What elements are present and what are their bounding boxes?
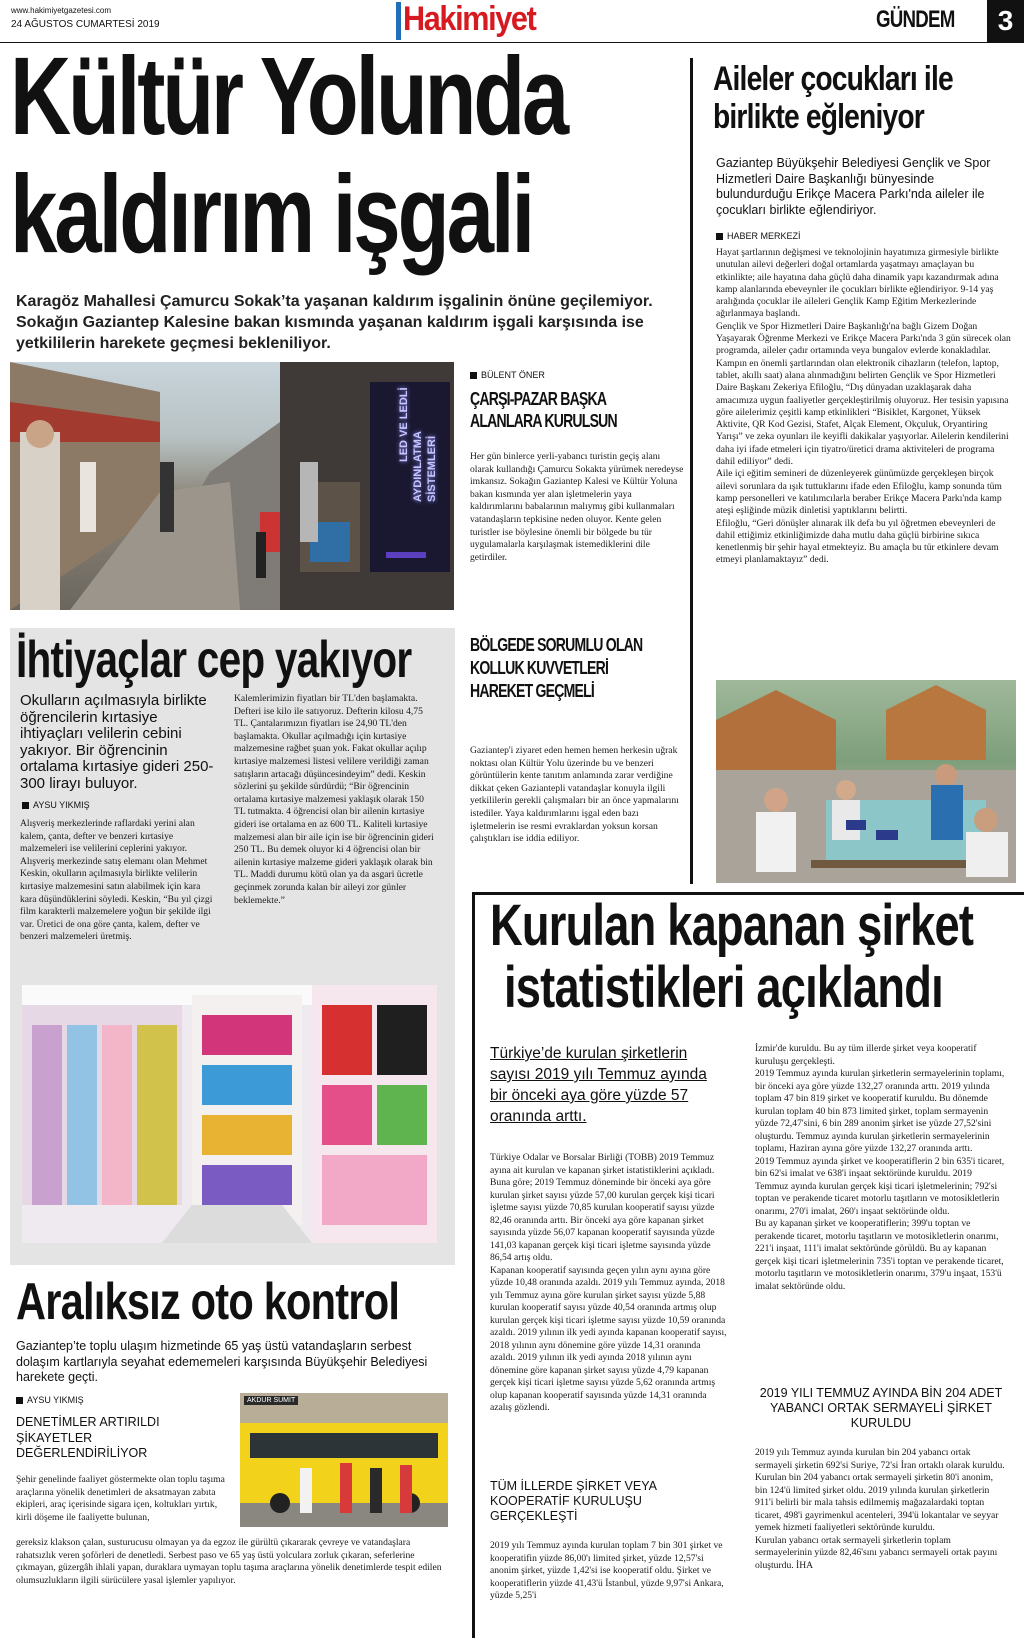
website-url: www.hakimiyetgazetesi.com [11,6,112,15]
company-paragraph: Bu ay kapanan şirket ve kooperatiflerin; 399'u toptan ve perakende ticaret, motorlu taşıtların ve motosikletlerin onarımı, 221'i inşaat, 111'i imalat sektöründe görüldü. Bu ay kapanan gerçek kişi ticari işletmelerinin 735'i toptan ve perakende ticaret, motorlu taşıtların ve motosikletlerin onarımı, 379'u inşaat, 153'ü imalat sektöründe oldu. [755,1218,1004,1292]
traffic-byline [16,1395,84,1405]
company-paragraph: İzmir'de kuruldu. Bu ay tüm illerde şirket veya kooperatif kuruluşu gerçekleşti. [755,1043,977,1067]
byline-square-icon [470,372,477,379]
family-photo-art [716,680,1016,883]
company-col2-end [755,1447,1007,1572]
family-body [716,247,1014,567]
street-photo-art [10,362,454,610]
family-paragraph: Gençlik ve Spor Hizmetleri Daire Başkanlığı'na bağlı Gizem Doğan Yaşayarak Öğrenme Merkezi ve Erikçe Macera Parkı'nda 3 gün sürecek olan programda, aileler çadır ortamında veya bungalov evlerde konakladılar. [716,320,1011,357]
issue-date: 24 AĞUSTOS CUMARTESİ 2019 [11,19,160,30]
company-col1 [490,1152,728,1415]
family-headline: Aileler çocukları ile birlikte eğleniyor [713,60,953,136]
stationery-headline: İhtiyaçlar cep yakıyor [16,631,412,689]
page-number: 3 [987,0,1024,42]
section-label: GÜNDEM [876,6,955,33]
traffic-paragraph-bottom: gereksiz klakson çalan, susturucusu olmayan ya da egzoz ile gürültü çıkararak çevreye ve vatandaşlara rahatsızlık veren şoförleri de denetledi. Serbest paso ve 65 yaş üstü yolculara zorluk çıkaran, seferlerine çıkmayan, güzergâh ihlali yapan, duraklara uymayan toplu taşıma araçlarına yönelik denetimlerde tespit edilen olumsuzlukların ilgili sürücülere yasal işlemler yapılıyor. [16,1537,442,1586]
main-paragraph-1: Her gün binlerce yerli-yabancı turistin geçiş alanı olarak kullandığı Çamurcu Sokakta yürümek neredeyse imkansız. Sokağın Gaziantep Kalesi ve Kültür Yoluna bakan kısmında yer alan işletmelerin yaya kaldırımlarını babalarının malıymış gibi kullanmaları vatandaşların tepkisine neden oluyor. Kente gelen turistler ise böylesine önemli bir bölgede bu tür uygulamalarla karşılaşmak istemediklerini dile getirdiler. [470,451,684,563]
byline-square-icon [716,233,723,240]
stationery-byline [22,800,90,810]
logo-text: Hakimiyet [403,0,536,38]
company-subhead-2: 2019 YILI TEMMUZ AYINDA BİN 204 ADET YABANCI ORTAK SERMAYELİ ŞİRKET KURULDU [759,1386,1003,1430]
main-subhead-1: ÇARŞI-PAZAR BAŞKA ALANLARA KURULSUN [470,389,617,431]
bus-photo-art [240,1393,448,1527]
main-subhead-2: BÖLGEDE SORUMLU OLAN KOLLUK KUVVETLERİ HAREKET GEÇMELİ [470,635,643,701]
family-author: HABER MERKEZİ [727,231,801,241]
bus-sign: AKDUR SUMIT [244,1396,298,1405]
main-lead: Karagöz Mahallesi Çamurcu Sokak’ta yaşanan kaldırım işgalinin önüne geçilemiyor. Sokağın Gaziantep Kalesine bakan kısmında yaşanan kaldırım işgali karşısında ise yetkililerin harekete geçmesi bekleniliyor. [16,293,653,352]
main-headline-line1: Kültür Yolunda [10,35,567,158]
main-byline [470,370,545,380]
family-paragraph: Kampın en önemli şartlarından olan elektronik cihazların (telefon, laptop, tablet, akıllı saat) alana alınmadığını belirten Gençlik ve Spor Hizmetleri Daire Başkanı Zekeriya Efiloğlu, “Dış dünyadan uzaklaşarak daha amacımıza uygun faaliyetler gerçekleştirilmiş oluyoruz. Her tesisin yapısına göre ailelerimiz çeşitli kamp etkinlikleri “Bisiklet, Kargonet, Yüksek Aktivite, QR Kod Gezisi, Stafet, Alçak Element, Okçuluk, Oryantiring Yarışı” ve zeka oyunları ile keyifli dakikalar yaşıyorlar. Ailelerin kendilerini daha iyi ifade etmeleri için tiyatro/üretici drama aktiviteleri de programa dahil ediliyor” dedi. [716,357,1009,468]
byline-square-icon [22,802,29,809]
traffic-paragraph-top: Şehir genelinde faaliyet göstermekte olan toplu taşıma araçlarına yönelik denetimleri de aksatmayan zabıta ekipleri, araç içerisinde sigara içen, koltukları yırtık, kirli döşeme ile faaliyette bulunan, [16,1474,225,1523]
company-paragraph: 2019 Temmuz ayında şirket ve kooperatiflerin 2 bin 635'i ticaret, bin 62'si imalat ve 638'i inşaat sektöründe kuruldu. 2019 Temmuz ayında kurulan gerçek kişi ticari işletmelerinin; 792'si toptan ve perakende ticaret motorlu taşıtların ve motosikletlerin onarımı, 270'i imalat, 260'ı inşaat sektöründe oldu. [755,1155,1005,1217]
company-lead: Türkiye’de kurulan şirketlerin sayısı 2019 yılı Temmuz ayında bir önceki aya göre yüzde 57 oranında arttı. [490,1045,707,1125]
company-subhead-1: TÜM İLLERDE ŞİRKET VEYA KOOPERATİF KURULUŞU GERÇEKLEŞTİ [490,1479,657,1523]
traffic-author: AYSU YIKMIŞ [27,1395,84,1405]
stationery-col2: Kalemlerimizin fiyatları bir TL'den başlamakta. Defteri ise kilo ile satıyoruz. Defterin kilosu 4,75 TL. Çantalarımızın fiyatları ise 24,90 TL'den başlamakta. Okullar açılmadığı için kırtasiye malzemesine rağbet şuan yok. Fakat okullar açılıp kırtasiye malzemesi listesi velilere verildiği zaman satışların artacağı düşüncesindeyim” dedi. Keskin sözlerini şu şekilde sürdürdü; “Bir öğrencinin ortalama kırtasiye malzemesi yaklaşık olarak 150 TL tutmakta. 4 öğrencisi olan bir ailenin kırtasiye gideri ise ortalama en az 600 TL. Kaliteli kırtasiye malzemesi alan bir aile için ise bir öğrencinin gideri 250 TL. Bu demek oluyor ki 4 öğrencisi olan bir ailenin kırtasiye malzeme gideri yaklaşık olarak bin TL. Maddi durumu kötü olan ya da asgari ücretle geçinmek zorunda kalan bir aileyi zor günler beklemekte.” [234,693,434,906]
led-sign-1: LED VE LEDLİ [398,387,410,462]
stationery-lead: Okulların açılmasıyla birlikte öğrencilerin kırtasiye ihtiyaçları velilerin cebini yakıyor. Bir öğrencinin ortalama kırtasiye gideri 250-300 lirayı buluyor. [20,692,214,792]
family-paragraph: Aile içi eğitim semineri de düzenleyerek günümüzde gerçekleşen birçok ailevi sorunlara da ışık tuttuklarını ifade eden Efiloğlu, kamp sonunda tüm kamp personelleri ve katılımcılarla beraber Erikçe Macera Parkı'nda kamp ateşi eşliğinde müzik dinletisi yaptıklarını belirtti. [716,468,1002,517]
company-headline-line2: istatistikleri açıklandı [504,955,943,1020]
bus-photo [240,1393,448,1527]
column-divider [690,58,693,884]
traffic-headline: Aralıksız oto kontrol [16,1273,400,1331]
main-author: BÜLENT ÖNER [481,370,545,380]
led-sign-3: SİSTEMLERİ [426,435,438,502]
company-col2 [755,1043,1007,1293]
family-paragraph: Efiloğlu, “Geri dönüşler alınarak ilk defa bu yıl öğretmen ebeveynleri de dahil ettiğimiz etkinliğimizde daha mutlu daha güçlü birbirine sıkıca kenetlenmiş bir şehir hayal etmekteyiz. Bu amaçla bu tür etkinlere devam etmeyi planlamaktayız” dedi. [716,517,999,566]
traffic-subhead: DENETİMLER ARTIRILDI ŞİKAYETLER DEĞERLENDİRİLİYOR [16,1415,160,1460]
family-camp-photo [716,680,1016,883]
led-sign-2: AYDINLATMA [412,431,424,502]
company-paragraph: 2019 Temmuz ayında kurulan şirketlerin sermayelerinin toplamı, bir önceki aya göre yüzde 132,27 oranında arttı. 2019 yılında toplam 47 bin 819 şirket ve kooperatif kuruldu. Bu dönemde kurulan toplam 40 bin 873 limited şirket, toplam sermayenin yüzde 72,47'sini, 6 bin 289 anonim şirket ise yüzde 27,52'sini oluşturdu. Temmuz ayında kurulan şirketlerin sermayelerinin toplamı, Haziran ayına göre yüzde 132,27 oranında arttı. [755,1068,1005,1154]
family-byline [716,231,801,241]
traffic-lead: Gaziantep’te toplu ulaşım hizmetinde 65 yaş üstü vatandaşların serbest dolaşım kartlarıyla seyahat edememeleri karşısında Büyükşehir Belediyesi harekete geçti. [16,1339,428,1384]
company-headline-line1: Kurulan kapanan şirket [490,893,974,958]
company-paragraph: Kurulan yabancı ortak sermayeli şirketlerin toplam sermayelerinin yüzde 82,46'sını yabancı sermayeli ortak payını oluşturdu. İHA [755,1534,998,1571]
family-lead: Gaziantep Büyükşehir Belediyesi Gençlik ve Spor Hizmetleri Daire Başkanlığı bünyesinde bulundurduğu Erikçe Macera Parkı'nda aileler ile çocukları birlikte eğlendiriyor. [716,156,991,217]
byline-square-icon [16,1397,23,1404]
family-paragraph: Hayat şartlarının değişmesi ve teknolojinin hayatımıza girmesiyle birlikte unutulan ailevi değerleri doğal ortamlarda yaşatmayı amaçlayan bu etkinlikte; aile hayatına daha güçlü daha dinamik yapı kazandırmak adına kamp alanlarında ebeveynler ile çocukları birlikte eğlendiriyor. 9-14 yaş aralığında çocuklar ile aileleri Gençlik Kamp Eğitim Merkezlerinde ağırlanmaya başlandı. [716,247,999,320]
company-col1-end: 2019 yılı Temmuz ayında kurulan toplam 7 bin 301 şirket ve kooperatifin yüzde 86,00'ı limited şirket, yüzde 12,57'si anonim şirket, yüzde 1,42'si ise kooperatif oldu. Şirket ve kooperatiflerin yüzde 41,43'ü İstanbul, yüzde 9,97'si Ankara, yüzde 5,25'i [490,1540,724,1601]
street-photo [10,362,454,610]
main-paragraph-2: Gaziantep'i ziyaret eden hemen hemen herkesin uğrak noktası olan Kültür Yolu üzerinde bu ve benzeri görüntülerin kente tanıtım anlamında zarar verdiğine dikkat çeken Gaziantepli vatandaşlar konuyla ilgili yetkililerin gerekli çalışmaları bir an önce yapmalarını istediler. Yaya kaldırımlarını işgal eden bazı işletmelerin ise resmi evraklardan yoksun korsan çalıştıkları ise iddia ediliyor. [470,745,679,845]
company-paragraph: Kapanan kooperatif sayısında geçen yılın aynı ayına göre yüzde 10,48 oranında azaldı. 2019 yılı Temmuz ayında, 2018 yılı Temmuz ayına göre kurulan şirket sayısı yüzde 5,88 kurulan kooperatif sayısı yüzde 40,54 oranında artmış olup kurulan gerçek kişi ticari işletme sayısı yüzde 10,59 oranında azaldı. 2019 yılının ilk yedi ayında kapanan kooperatif sayısı, 2018 yılının aynı dönemine göre yüzde 14,31 oranında azaldı. 2019 yılının ilk yedi ayında 2018 yılının aynı dönemine göre kapanan şirket sayısı yüzde 4,79 kapanan gerçek kişi ticari işletme sayısı yüzde 5,62 oranında artmış olup kapanan kooperatif sayısında yüzde 14,31 oranında azalış gözlendi. [490,1264,727,1413]
company-paragraph: Türkiye Odalar ve Borsalar Birliği (TOBB) 2019 Temmuz ayına ait kurulan ve kapanan şirket istatistiklerini açıkladı. Buna göre; 2019 Temmuz döneminde bir önceki aya göre kurulan şirket sayısı yüzde 57,00 kurulan gerçek kişi ticari işletme sayısı yüzde 70,85 kurulan kooperatif sayısı yüzde 82,46 oranında arttı. Bir önceki aya göre kapanan şirket sayısında yüzde 56,07 kapanan kooperatif sayısında yüzde 141,03 kapanan gerçek kişi ticari işletme sayısında yüzde 86,54 artış oldu. [490,1152,715,1263]
shop-photo-art [22,985,437,1243]
company-paragraph: 2019 yılı Temmuz ayında kurulan bin 204 yabancı ortak sermayeli şirketin 692'si Suriye, 72'si İran ortaklı olarak kuruldu. Kurulan bin 204 yabancı ortak sermayeli şirketin 80'i anonim, bin 124'ü limited şirket oldu. 2019 yılında kurulan şirketlerin 911'i belirli bir mala tahsis edilmemiş mağazalardaki toptan ticaret, 498'i gayrimenkul acenteleri, 394'ü lokantalar ve seyyar yemek hizmeti faaliyetleri sektöründe kuruldu. [755,1447,1005,1533]
stationery-author: AYSU YIKMIŞ [33,800,90,810]
stationery-shop-photo [22,985,437,1243]
main-headline-line2: kaldırım işgali [10,153,533,276]
stationery-col1: Alışveriş merkezlerinde raflardaki yerini alan kalem, çanta, defter ve benzeri kırtasiye malzemeleri ise velilerini ceplerini yakıyor. Alışveriş merkezinde satış elemanı olan Mehmet Keskin, okulların açılmasıyla birlikte velilerin kırtasiye malzemesini satın alabilmek için kara kara düşündüklerini söyledi. Keskin, “Bu yıl çizgi film karakterli malzemelere yoğun bir şekilde ilgi var. Üretici de ona göre çanta, kalem, defter ve benzeri malzemeleri üretmiş. [20,818,213,943]
